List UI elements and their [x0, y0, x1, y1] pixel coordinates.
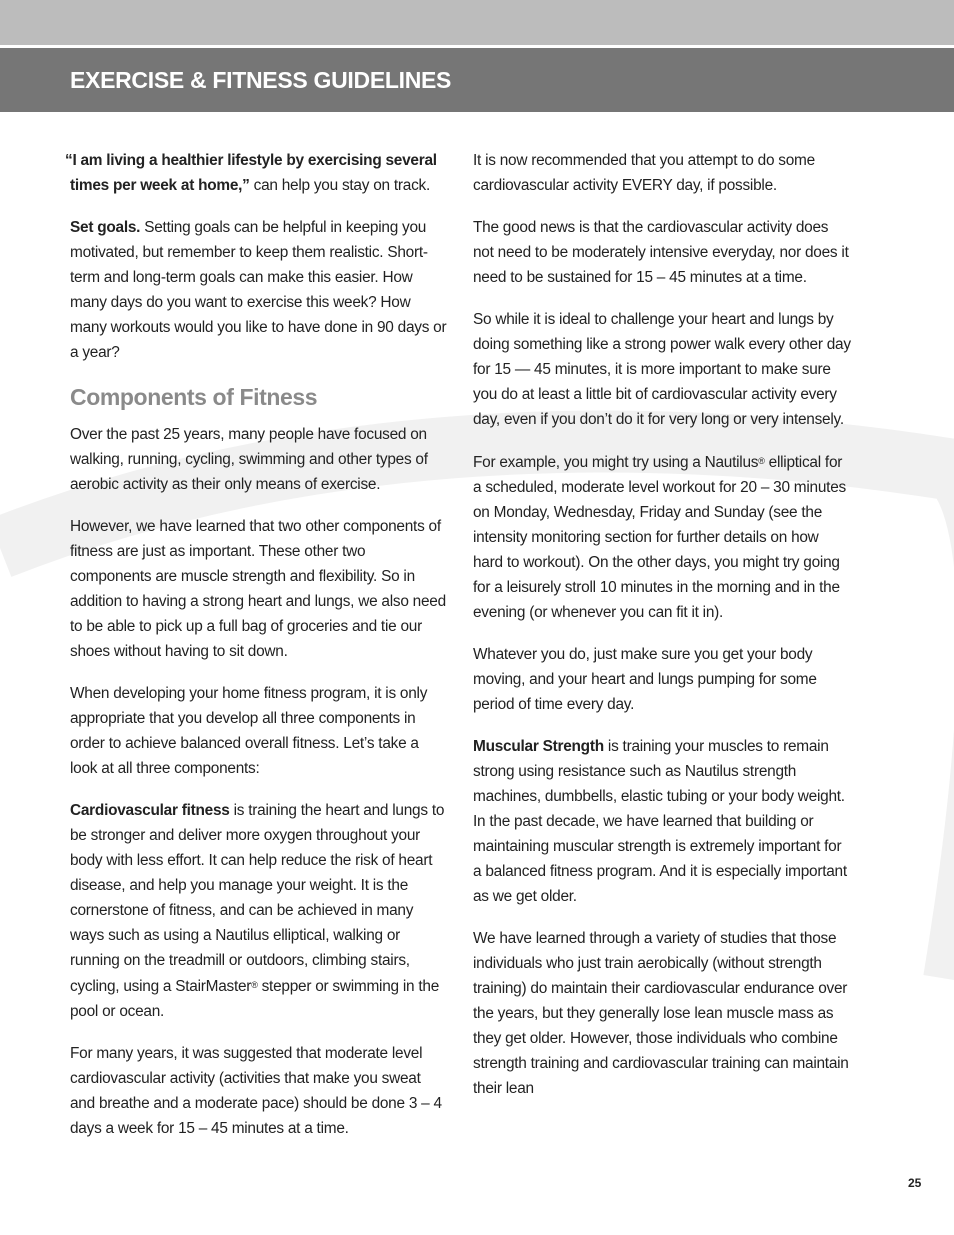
cardio-paragraph [70, 798, 448, 1024]
cardio-label: Cardiovascular fitness [70, 802, 230, 819]
paragraph-every-day: It is now recommended that you attempt to do some cardiovascular activity EVERY day, if possible. [473, 152, 815, 194]
paragraph-whatever: Whatever you do, just make sure you get your body moving, and your heart and lungs pumping for some period of time every day. [473, 646, 817, 713]
paragraph-good-news: The good news is that the cardiovascular activity does not need to be moderately intensive everyday, nor does it need to be sustained for 15 – 45 minutes at a time. [473, 219, 849, 286]
intro-quote-text: can help you stay on track. [249, 177, 430, 194]
paragraph-power-walk: So while it is ideal to challenge your heart and lungs by doing something like a strong power walk every other day for 15 — 45 minutes, it is more important to make sure you do at least a little bit of cardiovascular activity every day, even if you don’t do it for very long or very intensely. [473, 311, 851, 428]
muscular-strength-paragraph [473, 734, 851, 909]
muscular-strength-label: Muscular Strength [473, 738, 604, 755]
muscular-strength-text: is training your muscles to remain strong using resistance such as Nautilus strength machines, dumbbells, elastic tubing or your body weight. In the past decade, we have learned that building or maintaining muscular strength is extremely important for a balanced fitness program. And it is especially important as we get older. [473, 738, 847, 905]
paragraph-three-components: When developing your home fitness program, it is only appropriate that you develop all three components in order to achieve balanced overall fitness. Let’s take a look at all three components: [70, 685, 428, 777]
paragraph-aerobic-history: Over the past 25 years, many people have focused on walking, running, cycling, swimming and other types of aerobic activity as their only means of exercise. [70, 426, 428, 493]
set-goals-paragraph [70, 215, 448, 365]
paragraph-studies: We have learned through a variety of studies that those individuals who just train aerobically (without strength training) do maintain their cardiovascular endurance over the years, but they generally lose lean muscle mass as they get older. However, those individuals who combine strength training and cardiovascular training can maintain their lean [473, 930, 849, 1097]
page-number: 25 [908, 1176, 922, 1190]
top-strip [0, 0, 954, 45]
paragraph-other-components: However, we have learned that two other components of fitness are just as important. These other two components are muscle strength and flexibility. So in addition to having a strong heart and lungs, we also need to be able to pick up a full bag of groceries and tie our shoes without having to sit down. [70, 518, 446, 660]
section-heading: Components of Fitness [70, 384, 318, 410]
intro-quote-paragraph [65, 148, 448, 198]
example-text-a: For example, you might try using a Nautilus [473, 454, 759, 471]
cardio-text-a: is training the heart and lungs to be stronger and deliver more oxygen throughout your body with less effort. It can help reduce the risk of heart disease, and help you manage your weight. It is the cornerstone of fitness, and can be achieved in many ways such as using a Nautilus elliptical, walking or running on the treadmill or outdoors, climbing stairs, cycling, using a StairMaster [70, 802, 445, 995]
set-goals-label: Set goals. [70, 219, 141, 236]
page-title: EXERCISE & FITNESS GUIDELINES [70, 67, 452, 93]
paragraph-moderate-activity: For many years, it was suggested that moderate level cardiovascular activity (activities that make you sweat and breathe and a moderate pace) should be done 3 – 4 days a week for 15 – 45 minutes at a time. [70, 1045, 442, 1137]
intro-quote-bold: “I am living a healthier lifestyle by exercising several times per week at home,” [65, 152, 437, 194]
example-text-b: elliptical for a scheduled, moderate level workout for 20 – 30 minutes on Monday, Wednesday, Friday and Sunday (see the intensity monitoring section for further details on how hard to workout). On the other days, you might try going for a leisurely stroll 10 minutes in the morning and in the evening (or whenever you can fit it in). [473, 454, 846, 621]
set-goals-text: Setting goals can be helpful in keeping you motivated, but remember to keep them realistic. Short-term and long-term goals can make this easier. How many days do you want to exercise this week? How many workouts would you like to have done in 90 days or a year? [70, 219, 447, 361]
registered-mark: ® [758, 456, 765, 466]
paragraph-example [473, 449, 851, 625]
right-column [473, 148, 851, 1118]
left-column [65, 148, 448, 1158]
registered-mark: ® [251, 980, 258, 990]
cardio-text-b: stepper or swimming in the pool or ocean. [70, 978, 440, 1020]
